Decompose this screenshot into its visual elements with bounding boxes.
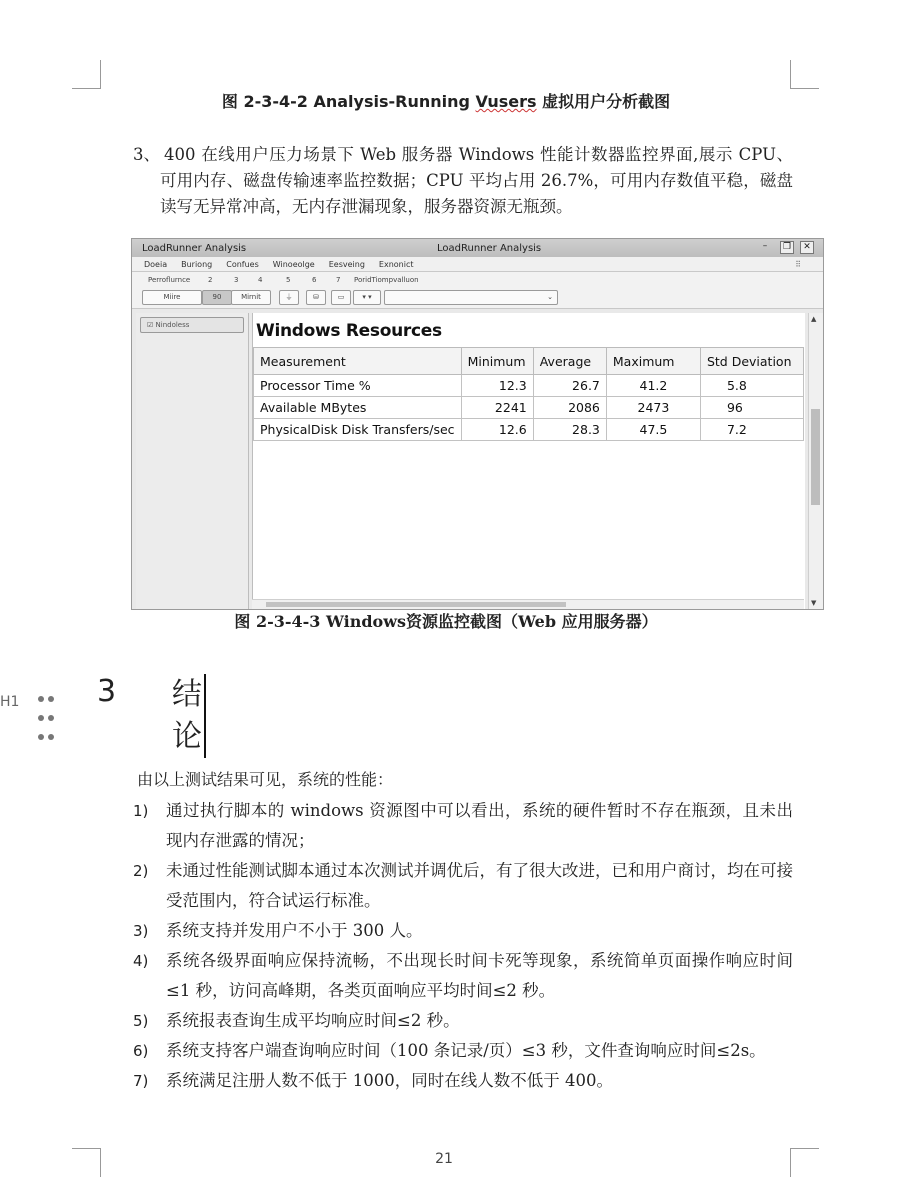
menu-item[interactable]: Winoeolge — [272, 259, 315, 269]
list-number: 5) — [133, 1012, 149, 1030]
column-header[interactable]: Std Deviation — [700, 348, 803, 375]
cell-average: 28.3 — [533, 419, 606, 441]
results-panel — [252, 313, 805, 609]
scroll-down-icon[interactable]: ▼ — [811, 599, 817, 607]
toolbar-button[interactable]: 90 — [202, 290, 232, 305]
list-number: 4) — [133, 952, 149, 970]
scroll-up-icon[interactable]: ▲ — [811, 315, 817, 323]
toolbar — [132, 272, 823, 309]
crop-mark-top-left — [72, 60, 101, 89]
sidebar-item-windows[interactable] — [140, 317, 244, 333]
paragraph-3 — [133, 142, 793, 220]
menu-item[interactable]: Doeia — [144, 259, 168, 269]
list-number: 3) — [133, 922, 149, 940]
cell-std-deviation: 5.8 — [700, 375, 803, 397]
database-icon[interactable]: ⛁ — [306, 290, 326, 305]
column-header[interactable]: Measurement — [254, 348, 462, 375]
close-icon[interactable]: ✕ — [800, 241, 814, 254]
list-text: 系统各级界面响应保持流畅，不出现长时间卡死等现象，系统简单页面操作响应时间≤1 秒，访问高峰期，各类页面响应平均时间≤2 秒。 — [166, 951, 793, 1000]
list-item — [133, 946, 793, 1006]
table-row[interactable] — [254, 397, 804, 419]
heading-number: 3 — [97, 674, 117, 709]
heading-title[interactable]: 结论 — [172, 674, 206, 758]
cell-minimum: 12.3 — [461, 375, 533, 397]
menu-item[interactable]: Exnonict — [378, 259, 414, 269]
toolbar-label: 5 — [286, 276, 291, 284]
window-title-left: LoadRunner Analysis — [142, 243, 247, 254]
toolbar-button[interactable]: Mirnit — [231, 290, 271, 305]
caption-suffix: 虚拟用户分析截图 — [536, 92, 671, 111]
sidebar — [136, 313, 249, 610]
list-item — [133, 1066, 793, 1096]
list-text: 系统支持客户端查询响应时间（100 条记录/页）≤3 秒，文件查询响应时间≤2s。 — [166, 1041, 766, 1060]
column-header[interactable]: Average — [533, 348, 606, 375]
toolbar-label: 6 — [312, 276, 317, 284]
caption-spellcheck-word: Vusers — [475, 92, 537, 111]
list-text: 系统支持并发用户不小于 300 人。 — [166, 921, 423, 940]
shape-icon[interactable]: ▭ — [331, 290, 351, 305]
table-row[interactable] — [254, 375, 804, 397]
list-text: 系统满足注册人数不低于 1000，同时在线人数不低于 400。 — [166, 1071, 613, 1090]
list-item — [133, 1006, 793, 1036]
caption-prefix: 图 2-3-4-2 Analysis-Running — [221, 92, 476, 111]
toolbar-label: 3 — [234, 276, 239, 284]
toolbar-label: 7 — [336, 276, 341, 284]
conclusion-list — [133, 796, 793, 1096]
scroll-thumb[interactable] — [266, 602, 566, 607]
vertical-scrollbar[interactable] — [808, 313, 823, 609]
list-text: 系统报表查询生成平均响应时间≤2 秒。 — [166, 1011, 460, 1030]
cell-minimum: 2241 — [461, 397, 533, 419]
cell-measurement: Available MBytes — [254, 397, 462, 419]
resources-table — [253, 347, 804, 441]
cell-minimum: 12.6 — [461, 419, 533, 441]
cell-average: 2086 — [533, 397, 606, 419]
menu-item[interactable]: Eesveing — [328, 259, 365, 269]
crop-mark-top-right — [790, 60, 819, 89]
menu-bar — [132, 257, 823, 272]
sidebar-item-label: Nindoless — [155, 321, 190, 329]
cell-measurement: PhysicalDisk Disk Transfers/sec — [254, 419, 462, 441]
loadrunner-window — [131, 238, 824, 610]
list-text: 通过执行脚本的 windows 资源图中可以看出，系统的硬件暂时不存在瓶颈，且未出现内存泄露的情况； — [166, 801, 793, 850]
list-item — [133, 856, 793, 916]
filter-select[interactable]: ⌄ — [384, 290, 558, 305]
table-row[interactable] — [254, 419, 804, 441]
column-header[interactable]: Minimum — [461, 348, 533, 375]
horizontal-scrollbar[interactable] — [252, 599, 804, 609]
conclusion-intro: 由以上测试结果可见，系统的性能： — [137, 770, 394, 789]
menu-grip-icon: ⠿ — [795, 259, 801, 269]
list-number: 7) — [133, 1072, 149, 1090]
dropdown-arrows-icon[interactable]: ▾ ▾ — [353, 290, 381, 305]
figure-caption-windows-resources: 图 2-3-4-3 Windows资源监控截图（Web 应用服务器） — [234, 612, 658, 631]
page-number: 21 — [435, 1151, 453, 1167]
list-item — [133, 796, 793, 856]
toolbar-label: 4 — [258, 276, 263, 284]
toolbar-label: 2 — [208, 276, 213, 284]
cell-maximum: 41.2 — [606, 375, 700, 397]
menu-item[interactable]: Confues — [226, 259, 259, 269]
toolbar-button[interactable]: Miire — [142, 290, 202, 305]
paragraph-text: 400 在线用户压力场景下 Web 服务器 Windows 性能计数器监控界面,展示 CPU、可用内存、磁盘传输速率监控数据；CPU 平均占用 26.7%，可用内存数值平稳，磁盘读写无异常冲高，无内存泄漏现象，服务器资源无瓶颈。 — [160, 145, 793, 216]
cell-std-deviation: 96 — [700, 397, 803, 419]
paragraph-number: 3、 — [133, 145, 160, 164]
list-number: 1) — [133, 802, 149, 820]
list-item — [133, 1036, 793, 1066]
scroll-thumb[interactable] — [811, 409, 820, 505]
cell-std-deviation: 7.2 — [700, 419, 803, 441]
cell-average: 26.7 — [533, 375, 606, 397]
panel-title: Windows Resources — [256, 321, 442, 341]
toolbar-label: Perroflurnce — [148, 276, 191, 284]
menu-item[interactable]: Buriong — [181, 259, 213, 269]
list-number: 6) — [133, 1042, 149, 1060]
drag-handle-icon[interactable] — [36, 688, 56, 745]
toolbar-label: PoridTiompvalluon — [354, 276, 419, 284]
list-number: 2) — [133, 862, 149, 880]
list-text: 未通过性能测试脚本通过本次测试并调优后，有了很大改进，已和用户商讨，均在可接受范围内，符合试运行标准。 — [166, 861, 793, 910]
cell-maximum: 47.5 — [606, 419, 700, 441]
column-header[interactable]: Maximum — [606, 348, 700, 375]
network-icon[interactable]: ⏚ — [279, 290, 299, 305]
cell-maximum: 2473 — [606, 397, 700, 419]
cell-measurement: Processor Time % — [254, 375, 462, 397]
minimize-icon[interactable]: – — [762, 241, 768, 251]
figure-caption-running-vusers — [0, 89, 900, 112]
checkbox-icon: ☑ — [147, 321, 156, 329]
restore-icon[interactable]: ❐ — [780, 241, 794, 254]
list-item — [133, 916, 793, 946]
window-title: LoadRunner Analysis — [437, 243, 542, 254]
heading-level-marker: H1 — [0, 694, 20, 710]
window-titlebar — [132, 239, 823, 257]
